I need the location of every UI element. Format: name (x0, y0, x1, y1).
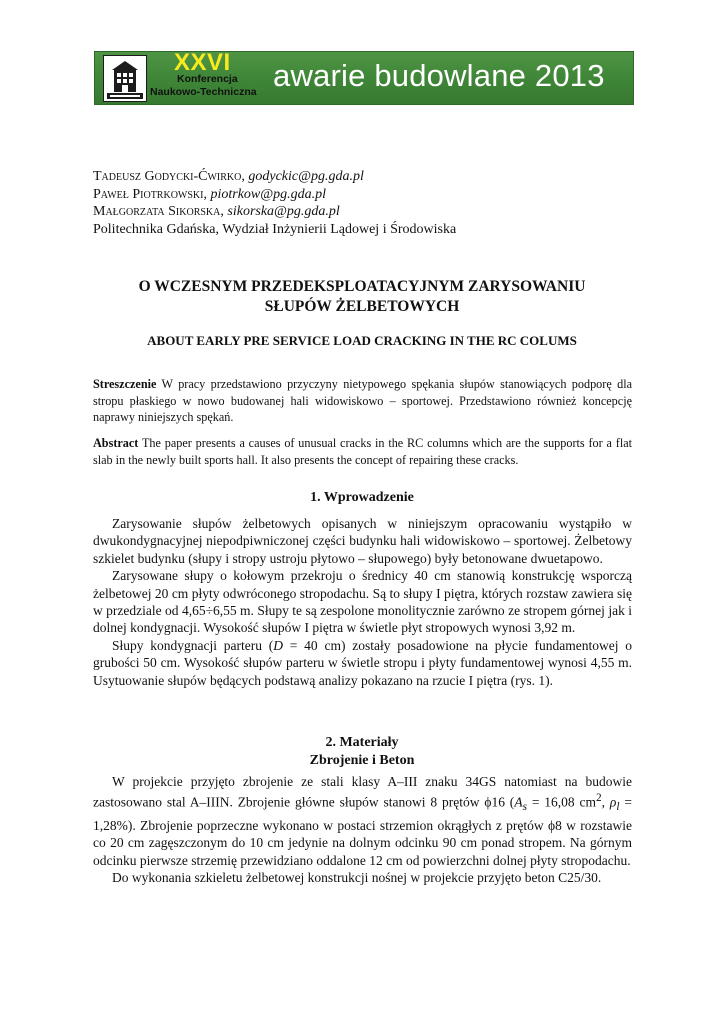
math-var: D (273, 637, 284, 653)
author-email[interactable]: sikorska@pg.gda.pl (227, 204, 340, 219)
section-heading: 1. Wprowadzenie (310, 490, 414, 505)
math-sup: 2 (596, 792, 602, 805)
author-block (93, 168, 456, 238)
text-run: , (601, 794, 610, 810)
conference-title: awarie budowlane 2013 (273, 58, 605, 93)
paragraph: Do wykonania szkieletu żelbetowej konstrukcji nośnej w projekcie przyjęto beton C25/30. (112, 870, 602, 886)
math-var: ρ (609, 794, 617, 810)
paper-title-line: SŁUPÓW ŻELBETOWYCH (264, 298, 460, 315)
conference-edition: XXVI (174, 49, 231, 76)
conference-type: Naukowo-Techniczna (150, 86, 257, 98)
paper-title (60, 277, 664, 317)
paragraph: Zarysowane słupy o kołowym przekroju o średnicy 40 cm stanowią konstrukcję wsporczą żelbetowej 20 cm płyty odwróconego stropodachu. Są to słupy I piętra, których rozstaw zawiera się w przedziale od 4,65÷6,55 m. Słupy te są zespolone monolitycznie zarówno ze stropem górnej jak i dolnej kondygnacji. Wysokość słupów I piętra w świetle płyt stropowych wynosi 3,92 m. (93, 568, 632, 636)
abstract-text: W pracy przedstawiono przyczyny nietypowego spękania słupów stanowiących podporę dla stropu płaskiego w nowo budowanej hali widowiskowo – sportowej. Przedstawiono również koncepcję naprawy niniejszych spękań. (93, 377, 633, 424)
paper-title-line: O WCZESNYM PRZEDEKSPLOATACYJNYM ZARYSOWANIU (138, 278, 586, 295)
conference-label: Konferencja (177, 73, 238, 85)
text-run: Słupy kondygnacji parteru ( (112, 637, 274, 653)
math-var: A (514, 794, 523, 810)
author-line: Tadeusz Godycki-Ćwirko, godyckic@pg.gda.pl (93, 169, 364, 184)
text-run: = 16,08 cm (526, 794, 597, 810)
paragraph: Zarysowanie słupów żelbetowych opisanych w niniejszym opracowaniu wystąpiło w dwukondygnacyjnej niepodpiwniczonej części budynku hali widowiskowo – sportowej. Żelbetowy szkielet budynku (słupy i stropy ustroju płytowo – słupowego) były betonowane dwuetapowo. (93, 516, 632, 566)
section-body (93, 773, 632, 887)
text-run: = 40 cm) zostały posadowione na płycie fundamentowej o grubości 50 cm. Wysokość słupów parteru w świetle stropu i płyty fundamentowej wynosi 4,55 m. Usytuowanie słupów będących podstawą analizy pokazano na rzucie I piętra (rys. 1). (93, 637, 632, 688)
abstract-pl (93, 376, 632, 426)
section-title: 2. Materiały (325, 735, 399, 750)
conference-banner (94, 51, 634, 105)
math-sub: s (522, 801, 527, 814)
section-body (93, 515, 632, 689)
abstract-text: The paper presents a causes of unusual cracks in the RC columns which are the supports for a flat slab in the newly built sports hall. It also presents the concept of repairing these cracks. (93, 436, 633, 467)
author-name: Małgorzata Sikorska (93, 204, 221, 219)
section-heading (60, 734, 664, 770)
text-run: = 1,28%). Zbrojenie poprzeczne wykonano w postaci strzemion okrągłych z prętów ϕ8 w rozstawie co 20 cm zagęszczonym do 10 cm jedynie na dolnym odcinku 90 cm ponad stropem. Na górnym odcinku pierwsze strzemię przewidziano oddalone 12 cm od powierzchni dolnej płyty stropodachu. (93, 794, 633, 868)
paragraph (93, 773, 632, 869)
abstract-label: Abstract (93, 436, 139, 450)
author-name: Paweł Piotrkowski (93, 186, 204, 202)
building-logo-icon (103, 55, 147, 102)
paragraph (93, 637, 632, 689)
author-name: Tadeusz Godycki-Ćwirko (93, 169, 242, 184)
abstract-en (93, 435, 632, 468)
math-sub: l (616, 801, 620, 814)
building-icon (104, 56, 146, 101)
paper-title-english: ABOUT EARLY PRE SERVICE LOAD CRACKING IN THE RC COLUMS (147, 333, 577, 348)
author-line: Paweł Piotrkowski, piotrkow@pg.gda.pl (93, 186, 327, 202)
affiliation: Politechnika Gdańska, Wydział Inżynierii Lądowej i Środowiska (93, 221, 457, 237)
subsection-title: Zbrojenie i Beton (309, 753, 415, 768)
author-email[interactable]: piotrkow@pg.gda.pl (210, 186, 327, 202)
author-email[interactable]: godyckic@pg.gda.pl (248, 169, 364, 184)
abstract-label: Streszczenie (93, 377, 157, 391)
text-run: W projekcie przyjęto zbrojenie ze stali klasy A–III znaku 34GS natomiast na budowie zastosowano stal A–IIIN. Zbrojenie główne słupów stanowi 8 prętów ϕ16 ( (93, 774, 632, 810)
author-line: Małgorzata Sikorska, sikorska@pg.gda.pl (93, 204, 340, 219)
